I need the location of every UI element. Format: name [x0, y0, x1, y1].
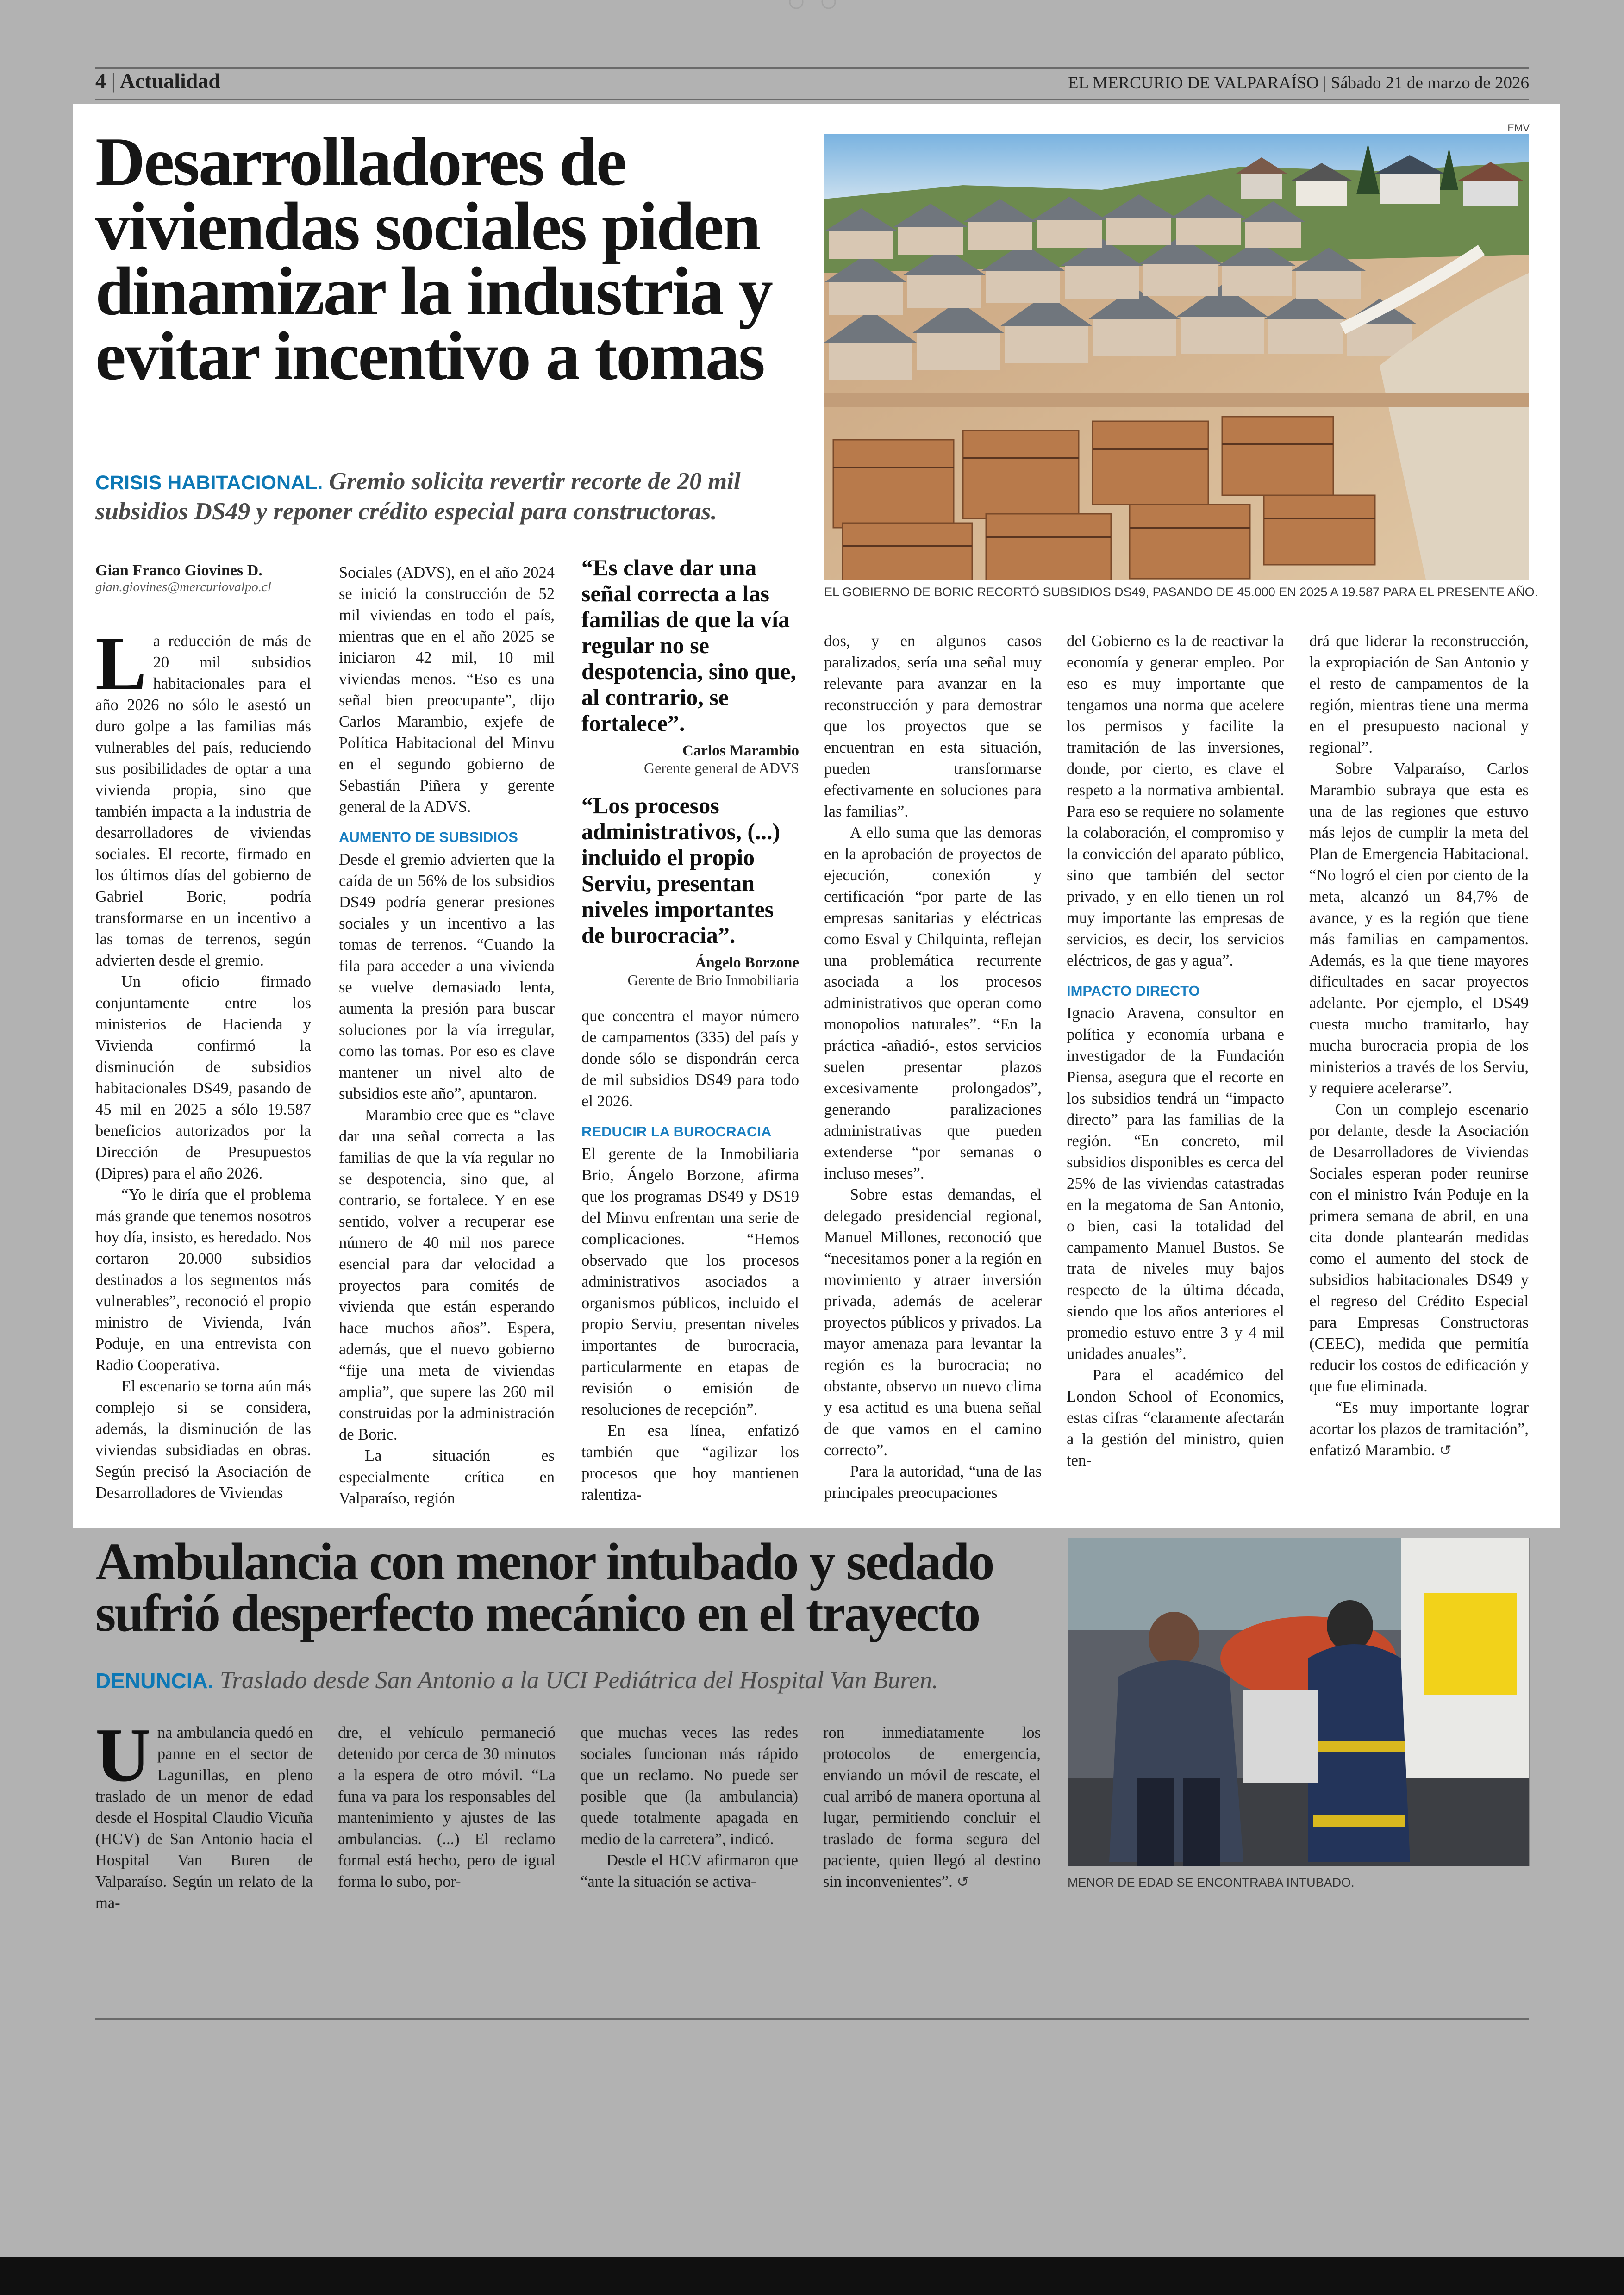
col2-para-2: Desde el gremio advierten que la caída de un 56% de los subsidios DS49 podría generar presiones sociales y un incentivo a las tomas de terrenos. “Cuando la fila para acceder a una vivienda se vuelve demasiado lenta, aumenta la presión para buscar soluciones por la vía irregular, como las tomas. Por eso es clave mantener un nivel alto de subsidios este año”, apuntaron.: [339, 851, 555, 1103]
page-bottom-rule: [95, 2018, 1529, 2020]
header-divider-2: |: [1323, 74, 1327, 93]
drop-cap: L: [95, 621, 147, 706]
article2-col2-text: dre, el vehículo permaneció detenido por cerca de 30 minutos a la espera de otro móvil. “La funa va para los responsables del mantenimiento y ajustes de las ambulancias. (...) El reclamo formal está hecho, pero de igual forma lo subo, por-: [338, 1724, 556, 1890]
deck-text-1: Gremio solicita revertir recorte de 20 mil: [329, 468, 741, 495]
article2-kicker: DENUNCIA.: [95, 1669, 214, 1693]
article-deck: [95, 467, 836, 526]
article2-column-3: [581, 1722, 798, 1892]
col4-para-1: dos, y en algunos casos paralizados, sería una señal muy relevante para avanzar en la reconstrucción y para demostrar que los proyectos que se encuentran en esta situación, pueden transformarse efectivamente en soluciones para las familias”.: [824, 632, 1042, 820]
article2-deck-text: Traslado desde San Antonio a la UCI Pediátrica del Hospital Van Buren.: [219, 1667, 938, 1694]
article2-col1-text: na ambulancia quedó en panne en el sector de Lagunillas, en pleno traslado de un menor de edad desde el Hospital Claudio Vicuña (HCV) de San Antonio hacia el Hospital Van Buren de Valparaíso. Según un relato de la ma-: [95, 1724, 313, 1912]
col5-para-3: Para el académico del London School of Economics, estas cifras “claramente afectarán a la gestión del ministro, quien ten-: [1067, 1366, 1284, 1469]
article2-column-4: [823, 1722, 1041, 1892]
ambulance-photo: [1068, 1538, 1530, 1866]
col1-para-3: “Yo le diría que el problema más grande que tenemos nosotros hoy día, insisto, es heredado. Nos cortaron 20.000 subsidios destinados a los segmentos más vulnerables”, reconoció el propio ministro de Vivienda, Iván Poduje, en una entrevista con Radio Cooperativa.: [95, 1186, 311, 1374]
col4-para-2: A ello suma que las demoras en la aprobación de proyectos de ejecución, conexión y certificación “por parte de las empresas sanitarias y eléctricas como Esval y Chilquinta, reflejan una problemática recurrente asociada a los procesos administrativos que operan como monopolios naturales”. “En la práctica -añadió-, estos servicios suelen presentar plazos excesivamente prolongados”, generando paralizaciones administrativas que pueden extenderse “por semanas o incluso meses”.: [824, 824, 1042, 1182]
article-column-1: [95, 621, 311, 1503]
subhead-aumento: AUMENTO DE SUBSIDIOS: [339, 829, 518, 845]
housing-photo: [824, 134, 1529, 580]
section-name: Actualidad: [119, 69, 220, 93]
col3-para-1: que concentra el mayor número de campamentos (335) del país y donde sólo se dispondrán cerca de mil subsidios DS49 para todo el 2026.: [581, 1007, 799, 1110]
author-name: Gian Franco Giovines D.: [95, 562, 262, 579]
headline-line-1: Desarrolladores de: [95, 124, 625, 200]
quote1-role: Gerente general de ADVS: [644, 760, 799, 776]
col3-para-3: En esa línea, enfatizó también que “agilizar los procesos que hoy mantienen ralentiza-: [581, 1422, 799, 1503]
newspaper-info: [1068, 73, 1529, 93]
col2-para-4: La situación es especialmente crítica en Valparaíso, región: [339, 1447, 555, 1507]
article-column-2: [339, 562, 555, 1509]
headline-line-3: dinamizar la industria y: [95, 253, 772, 330]
headline-line-4: evitar incentivo a tomas: [95, 318, 764, 394]
article2-col4-text: ron inmediatamente los protocolos de emergencia, enviando un móvil de rescate, el cual arribó de manera oportuna al lugar, permitiendo concluir el traslado de forma segura del paciente, quien llegó al destino sin inconvenientes”.: [823, 1724, 1041, 1890]
article2-col3-para-2: Desde el HCV afirmaron que “ante la situación se activa-: [581, 1852, 798, 1890]
pull-quote-2: “Los procesos administrativos, (...) incluido el propio Serviu, presentan niveles importantes de burocracia”.: [581, 792, 781, 948]
quote1-name: Carlos Marambio: [682, 742, 799, 759]
col2-para-1: Sociales (ADVS), en el año 2024 se inició la construcción de 52 mil viviendas en todo el país, mientras que en el año 2025 se iniciaron 42 mil, 10 mil viviendas menos. “Eso es una señal bien preocupante”, dijo Carlos Marambio, exjefe de Política Habitacional del Minvu en el segundo gobierno de Sebastián Piñera y gerente general de la ADVS.: [339, 564, 555, 816]
col5-para-1: del Gobierno es la de reactivar la economía y generar empleo. Por eso es muy importante que tengamos una norma que acelere los permisos y facilite la tramitación de las inversiones, donde, por cierto, es clave el respeto a la normativa ambiental. Para eso se requiere no solamente la colaboración, el compromiso y la convicción del aparato público, sino que también del sector privado, y en ello tienen un rol muy importante las empresas de servicios, es decir, los servicios eléctricos, de gas y agua”.: [1067, 632, 1284, 969]
quote2-name: Ángelo Borzone: [695, 954, 799, 971]
byline: [95, 562, 311, 595]
deck-kicker: CRISIS HABITACIONAL.: [95, 472, 323, 494]
article2-deck: [95, 1666, 1068, 1694]
col6-para-3: Con un complejo escenario por delante, desde la Asociación de Desarrolladores de Viviendas Sociales esperan poder reunirse con el ministro Iván Poduje en la primera semana de abril, en una cita donde plantearán medidas como el aumento del stock de subsidios habitacionales DS49 y el regreso del Crédito Especial para Empresas Constructoras (CEEC), medida que permitía reducir los costos de edificación y que fue eliminada.: [1309, 1101, 1529, 1395]
col3-body: [581, 1005, 799, 1505]
col6-para-2: Sobre Valparaíso, Carlos Marambio subraya que esta es una de las regiones que estuvo más lejos de cumplir la meta del Plan de Emergencia Habitacional. “No logró el cien por ciento de la meta, alcanzó un 84,7% de avance, y es la región que tiene más familias en campamentos. Además, es la que tiene mayores dificultades en sacar proyectos adelante. Por ejemplo, el DS49 cuesta mucho tramitarlo, hay mucha burocracia propia de los ministerios a través de los Serviu, y requiere acelerarse”.: [1309, 760, 1529, 1097]
article-column-5: [1067, 630, 1284, 1471]
page-indicator: [785, 0, 841, 11]
col3-para-2: El gerente de la Inmobiliaria Brio, Ángelo Borzone, afirma que los programas DS49 y DS19 del Minvu enfrentan una serie de complicaciones. “Hemos observado que los procesos administrativos asociados a organismos públicos, incluido el propio Serviu, presentan niveles importantes de burocracia, particularmente en etapas de revisión o emisión de resoluciones de recepción”.: [581, 1145, 799, 1418]
subhead-burocracia: REDUCIR LA BUROCRACIA: [581, 1123, 772, 1140]
col6-para-1: drá que liderar la reconstrucción, la expropiación de San Antonio y el resto de campamentos de la región, mientras tiene una merma en el presupuesto nacional y regional”.: [1309, 632, 1529, 756]
col1-para-1: a reducción de más de 20 mil subsidios habitacionales para el año 2026 no sólo le asestó un duro golpe a las familias más vulnerables del país, reduciendo sus posibilidades de optar a una vivienda propia, sino que también impacta a la industria de desarrolladores de viviendas sociales. El recorte, firmado en los últimos días del gobierno de Gabriel Boric, podría transformarse en un incentivo a las tomas de terrenos, según advierten desde el gremio.: [95, 632, 311, 969]
article2-col3-para-1: que muchas veces las redes sociales funcionan más rápido que un reclamo. No puede ser posible que (la ambulancia) quede totalmente apagada en medio de la carretera”, indicó.: [581, 1724, 798, 1848]
newspaper-name: EL MERCURIO DE VALPARAÍSO: [1068, 74, 1319, 93]
pull-quote-1: “Es clave dar una señal correcta a las familias de que la vía regular no se despotencia, sino que, al contrario, se fortalece”.: [581, 555, 796, 736]
deck-text-2: subsidios DS49 y reponer crédito especial para constructoras.: [95, 498, 717, 525]
article2-headline-line-2: sufrió desperfecto mecánico en el trayecto: [95, 1584, 980, 1642]
header-bottom-rule: [95, 99, 1529, 100]
article-column-4: [824, 630, 1042, 1503]
header-top-rule: [95, 67, 1529, 69]
article2-headline-line-1: Ambulancia con menor intubado y sedado: [95, 1532, 993, 1591]
end-mark-icon: ↺: [1439, 1441, 1452, 1459]
col6-para-4: “Es muy importante lograr acortar los plazos de tramitación”, enfatizó Marambio.: [1309, 1399, 1529, 1459]
col4-para-4: Para la autoridad, “una de las principales preocupaciones: [824, 1463, 1042, 1502]
col1-para-4: El escenario se torna aún más complejo si se considera, además, la disminución de las viviendas subsidiadas en obras. Según precisó la Asociación de Desarrolladores de Viviendas: [95, 1378, 311, 1502]
author-email[interactable]: gian.giovines@mercuriovalpo.cl: [95, 580, 271, 594]
subhead-impacto: IMPACTO DIRECTO: [1067, 983, 1200, 999]
article2-end-mark-icon: ↺: [956, 1873, 969, 1890]
page-number: 4: [95, 69, 106, 93]
article2-drop-cap: U: [95, 1712, 151, 1797]
col5-para-2: Ignacio Aravena, consultor en política y economía urbana e investigador de la Fundación Piensa, asegura que el recorte en los subsidios tendrá un “impacto directo” para las familias de la región. “En concreto, mil subsidios disponibles es cerca del 25% de las viviendas catastradas en la megatoma de San Antonio, o bien, casi la totalidad del campamento Manuel Bustos. Se trata de niveles muy bajos respecto de la última década, siendo que los años anteriores el promedio estuvo entre 3 y 4 mil unidades anuales”.: [1067, 1004, 1284, 1363]
col4-para-3: Sobre estas demandas, el delegado presidencial regional, Manuel Millones, reconoció que “necesitamos poner a la región en movimiento y atraer inversión privada, además de acelerar proyectos públicos y privados. La mayor amenaza para levantar la región es la burocracia; no obstante, observo un nuevo clima y esa actitud es una buena señal de que vamos en el camino correcto”.: [824, 1186, 1042, 1459]
headline-line-2: viviendas sociales piden: [95, 188, 760, 265]
article-headline: [95, 124, 836, 394]
page-section-label: [95, 69, 220, 93]
article-column-6: [1309, 630, 1529, 1461]
issue-date: Sábado 21 de marzo de 2026: [1330, 74, 1529, 93]
photo-caption: EL GOBIERNO DE BORIC RECORTÓ SUBSIDIOS DS49, PASANDO DE 45.000 EN 2025 A 19.587 PARA EL PRESENTE AÑO.: [824, 585, 1538, 599]
article-column-3: [581, 555, 799, 1505]
article2-headline: [95, 1532, 1049, 1642]
col2-para-3: Marambio cree que es “clave dar una señal correcta a las familias de que la vía regular no se despotencia, sino que, al contrario, se fortalece. Y en ese sentido, volver a recuperar ese número de 40 mil nos parece esencial para dar velocidad a proyectos para comités de vivienda que están esperando hace muchos años”. Espera, además, que el nuevo gobierno “fije una meta de viviendas amplia”, que supere las 260 mil construidas por la administración de Boric.: [339, 1106, 555, 1443]
col1-para-2: Un oficio firmado conjuntamente entre los ministerios de Hacienda y Vivienda confirmó la disminución de subsidios habitacionales DS49, pasando de 45 mil en 2025 a sólo 19.587 beneficios autorizados por la Dirección de Presupuestos (Dipres) para el año 2026.: [95, 973, 311, 1182]
article2-column-1: [95, 1712, 313, 1914]
quote2-role: Gerente de Brio Inmobiliaria: [627, 972, 799, 988]
photo-credit: EMV: [1507, 122, 1530, 134]
header-divider: |: [111, 69, 116, 93]
ambulance-photo-caption: MENOR DE EDAD SE ENCONTRABA INTUBADO.: [1068, 1876, 1355, 1890]
viewer-bottom-bar: [0, 2257, 1624, 2295]
article-main-card: [73, 104, 1560, 1528]
article2-column-2: [338, 1722, 556, 1892]
